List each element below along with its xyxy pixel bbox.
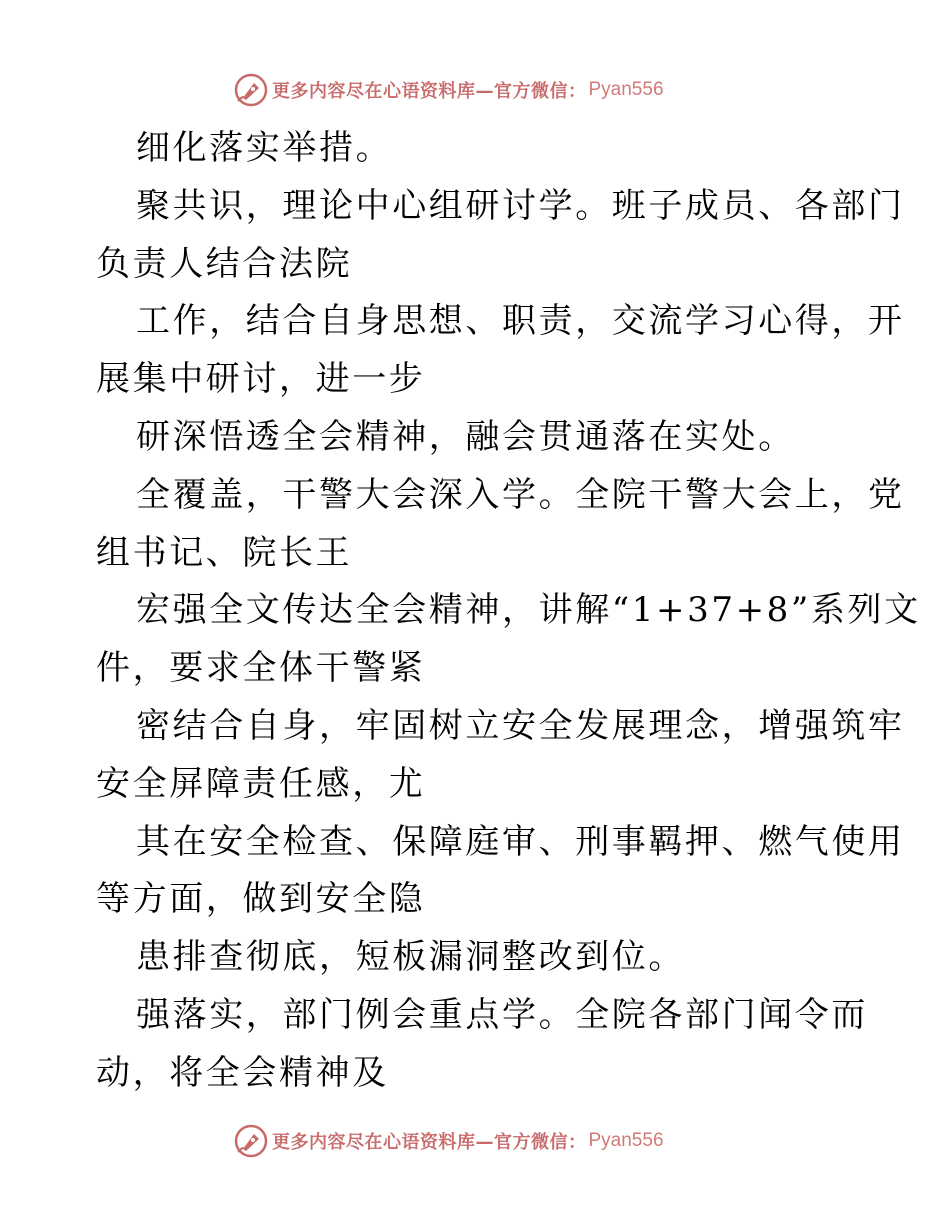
body-line: 密结合自身，牢固树立安全发展理念，增强筑牢	[136, 705, 905, 746]
pen-nib-logo-icon	[234, 1124, 268, 1158]
document-body	[96, 120, 921, 1103]
header-watermark-banner	[234, 72, 664, 108]
body-line: 动，将全会精神及	[96, 1052, 389, 1093]
header-banner-text: 更多内容尽在心语资料库—官方微信：	[272, 81, 587, 102]
body-line: 等方面，做到安全隐	[96, 879, 426, 920]
body-line: 强落实，部门例会重点学。全院各部门闻令而	[136, 994, 868, 1035]
body-line: 聚共识，理论中心组研讨学。班子成员、各部门	[136, 185, 905, 226]
pen-nib-logo-icon	[234, 73, 268, 107]
body-line: 宏强全文传达全会精神，讲解“1+37+8”系列文	[136, 590, 921, 631]
footer-banner-text: 更多内容尽在心语资料库—官方微信：	[272, 1132, 587, 1153]
body-line: 展集中研讨，进一步	[96, 359, 426, 400]
header-banner-wechat-id: Pyan556	[588, 79, 664, 100]
body-line: 工作，结合自身思想、职责，交流学习心得，开	[136, 301, 905, 342]
body-line: 研深悟透全会精神，融会贯通落在实处。	[136, 416, 795, 457]
body-line: 全覆盖，干警大会深入学。全院干警大会上，党	[136, 474, 905, 515]
body-line: 患排查彻底，短板漏洞整改到位。	[136, 937, 685, 978]
body-line: 件，要求全体干警紧	[96, 648, 426, 689]
footer-banner-wechat-id: Pyan556	[588, 1130, 664, 1151]
body-line: 安全屏障责任感，尤	[96, 763, 426, 804]
body-line: 负责人结合法院	[96, 243, 353, 284]
footer-watermark-banner	[234, 1123, 664, 1159]
body-line: 细化落实举措。	[136, 128, 393, 168]
body-line: 组书记、院长王	[96, 532, 353, 573]
body-line: 其在安全检查、保障庭审、刑事羁押、燃气使用	[136, 821, 905, 862]
